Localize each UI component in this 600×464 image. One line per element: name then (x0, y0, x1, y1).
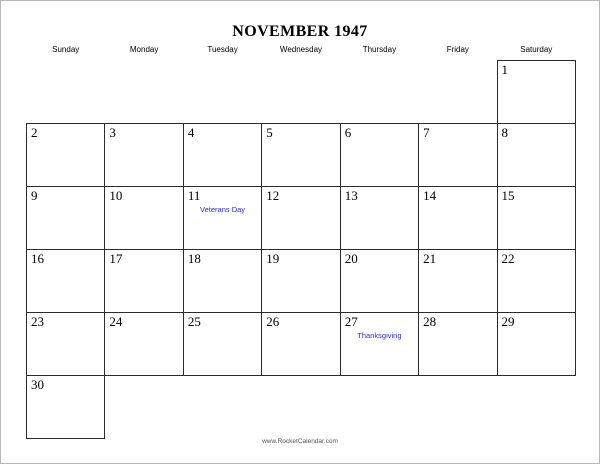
calendar-cell-empty (419, 376, 497, 439)
calendar-cell-empty (340, 376, 418, 439)
calendar-day-cell[interactable] (262, 124, 340, 187)
day-number: 22 (501, 251, 515, 266)
day-number: 2 (31, 125, 38, 140)
calendar-day-cell[interactable] (105, 124, 183, 187)
calendar-cell-empty (419, 61, 497, 124)
day-number: 4 (187, 125, 195, 140)
day-number: 11 (187, 188, 201, 203)
weekday-header-sunday: Sunday (52, 44, 80, 54)
day-event-label: Veterans Day (200, 205, 246, 214)
day-number: 8 (501, 125, 509, 140)
calendar-grid (26, 43, 576, 439)
calendar-day-cell[interactable] (340, 187, 418, 250)
day-number: 17 (109, 251, 123, 266)
calendar-cell-empty (27, 61, 105, 124)
calendar-day-cell[interactable] (497, 313, 575, 376)
calendar-body (27, 61, 576, 439)
day-number: 10 (109, 188, 123, 203)
calendar-day-cell[interactable] (183, 187, 261, 250)
day-number: 20 (344, 251, 358, 266)
day-number: 27 (344, 314, 358, 329)
calendar-day-cell[interactable] (105, 187, 183, 250)
calendar-day-cell[interactable] (419, 313, 497, 376)
day-number: 25 (187, 314, 201, 329)
day-number: 14 (423, 188, 437, 203)
calendar-cell-empty (183, 376, 261, 439)
day-number: 6 (344, 125, 352, 140)
calendar-cell-empty (497, 376, 575, 439)
calendar-day-cell[interactable] (27, 376, 105, 439)
calendar-day-cell[interactable] (105, 313, 183, 376)
calendar-day-cell[interactable] (27, 313, 105, 376)
calendar-table (26, 43, 576, 439)
calendar-day-cell[interactable] (105, 250, 183, 313)
page-title: NOVEMBER 1947 (232, 23, 368, 40)
weekday-header-friday: Friday (446, 44, 469, 54)
day-number: 5 (266, 125, 273, 140)
weekday-header-thursday: Thursday (362, 44, 397, 54)
calendar-day-cell[interactable] (262, 313, 340, 376)
calendar-day-cell[interactable] (183, 124, 261, 187)
calendar-day-cell[interactable] (27, 250, 105, 313)
calendar-day-cell[interactable] (419, 187, 497, 250)
calendar-day-cell[interactable] (27, 187, 105, 250)
day-number: 24 (109, 314, 123, 329)
calendar-day-cell[interactable] (497, 61, 575, 124)
day-number: 26 (266, 314, 280, 329)
weekday-header-wednesday: Wednesday (279, 44, 323, 54)
calendar-week-row (27, 250, 576, 313)
day-number: 7 (423, 125, 430, 140)
calendar-day-cell[interactable] (340, 250, 418, 313)
day-number: 1 (501, 62, 509, 77)
calendar-cell-empty (262, 376, 340, 439)
calendar-week-row (27, 376, 576, 439)
calendar-cell-empty (340, 61, 418, 124)
day-number: 19 (266, 251, 280, 266)
calendar-week-row (27, 124, 576, 187)
calendar-day-cell[interactable] (497, 250, 575, 313)
calendar-cell-empty (183, 61, 261, 124)
calendar-day-cell[interactable] (497, 124, 575, 187)
day-number: 15 (501, 188, 515, 203)
day-event-label: Thanksgiving (357, 331, 402, 340)
calendar-day-cell[interactable] (262, 187, 340, 250)
day-number: 12 (266, 188, 280, 203)
calendar-week-row (27, 313, 576, 376)
weekday-header-tuesday: Tuesday (207, 44, 238, 54)
calendar-day-cell[interactable] (419, 250, 497, 313)
day-number: 30 (31, 377, 44, 392)
calendar-day-cell[interactable] (183, 250, 261, 313)
calendar-cell-empty (262, 61, 340, 124)
calendar-day-cell[interactable] (27, 124, 105, 187)
weekday-header-saturday: Saturday (520, 44, 553, 54)
day-number: 9 (31, 188, 38, 203)
day-number: 13 (344, 188, 358, 203)
calendar-day-cell[interactable] (340, 313, 418, 376)
day-number: 21 (423, 251, 437, 266)
calendar-cell-empty (105, 61, 183, 124)
calendar-cell-empty (105, 376, 183, 439)
calendar-day-cell[interactable] (497, 187, 575, 250)
calendar-week-row (27, 61, 576, 124)
footer-credit: www.RocketCalendar.com (262, 438, 338, 445)
weekday-header-monday: Monday (129, 44, 159, 54)
calendar-week-row (27, 187, 576, 250)
calendar-day-cell[interactable] (419, 124, 497, 187)
day-number: 29 (501, 314, 515, 329)
day-number: 18 (187, 251, 201, 266)
calendar-day-cell[interactable] (262, 250, 340, 313)
day-number: 16 (31, 251, 44, 266)
day-number: 28 (423, 314, 437, 329)
day-number: 3 (109, 125, 116, 140)
calendar-day-cell[interactable] (183, 313, 261, 376)
day-number: 23 (31, 314, 44, 329)
calendar-day-cell[interactable] (340, 124, 418, 187)
weekday-header-row (27, 43, 576, 61)
